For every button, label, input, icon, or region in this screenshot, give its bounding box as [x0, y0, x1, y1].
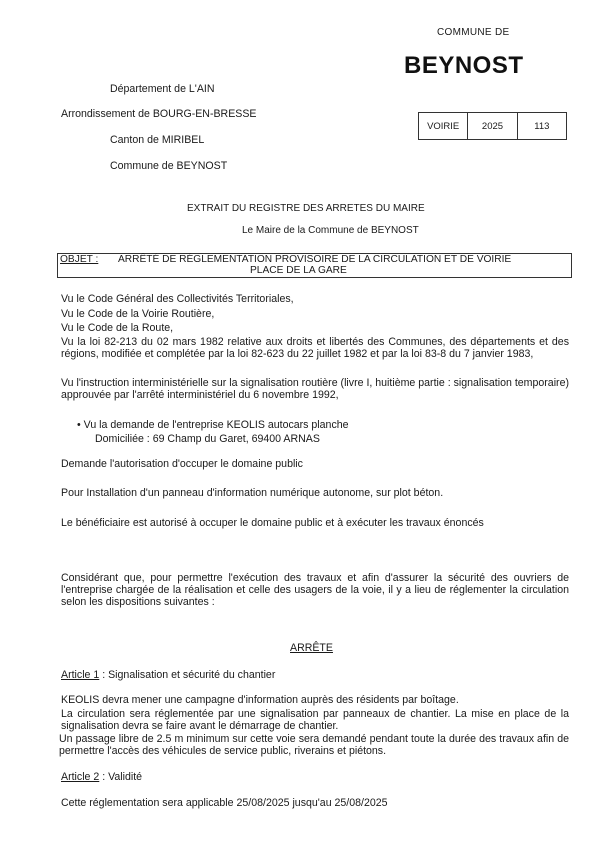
reference-box: [418, 112, 567, 140]
article-2-heading: [61, 771, 142, 783]
commune-label: COMMUNE DE: [437, 27, 510, 38]
objet-line-2: PLACE DE LA GARE: [250, 265, 347, 276]
objet-box: [57, 253, 572, 278]
installation-paragraph: Pour Installation d'un panneau d'information numérique autonome, sur plot béton.: [61, 487, 444, 499]
objet-label: OBJET :: [60, 254, 99, 265]
article-2-title: : Validité: [99, 771, 143, 783]
visa-cgct: Vu le Code Général des Collectivités Territoriales,: [61, 293, 294, 305]
demande-line-1: • Vu la demande de l'entreprise KEOLIS autocars planche: [77, 419, 349, 431]
article-1-title: : Signalisation et sécurité du chantier: [99, 669, 276, 681]
demande-line-2: Domiciliée : 69 Champ du Garet, 69400 ARNAS: [95, 433, 320, 445]
reference-year: 2025: [468, 113, 517, 139]
canton-line: Canton de MIRIBEL: [110, 134, 205, 146]
departement-line: Département de L'AIN: [110, 83, 215, 95]
maire-title: Le Maire de la Commune de BEYNOST: [242, 225, 419, 236]
objet-line-1: ARRÊTÉ DE RÉGLEMENTATION PROVISOIRE DE LA CIRCULATION ET DE VOIRIE: [118, 254, 512, 265]
reference-number: 113: [534, 120, 550, 132]
beneficiaire-paragraph: Le bénéficiaire est autorisé à occuper le domaine public et à exécuter les travaux énoncés: [61, 517, 484, 529]
article-1-line-3: Un passage libre de 2.5 m minimum sur cette voie sera demandé pendant toute la durée des travaux afin de permettre l'accès des véhicules de service public, riverains et piétons.: [59, 733, 569, 757]
visa-route: Vu le Code de la Route,: [61, 322, 174, 334]
article-1-label: Article 1: [61, 669, 100, 681]
occupation-paragraph: Demande l'autorisation d'occuper le domaine public: [61, 458, 303, 470]
arrondissement-line: Arrondissement de BOURG-EN-BRESSE: [61, 108, 257, 120]
article-1-line-1: KEOLIS devra mener une campagne d'information auprès des résidents par boîtage.: [61, 694, 459, 706]
article-2-label: Article 2: [61, 771, 100, 783]
visa-loi: Vu la loi 82-213 du 02 mars 1982 relative aux droits et libertés des Communes, des départements et des régions, modifiée et complétée par la loi 82-623 du 22 juillet 1982 et par la loi 83-8 du 7 janvier 1983,: [61, 336, 569, 360]
extrait-title: EXTRAIT DU REGISTRE DES ARRETES DU MAIRE: [187, 203, 425, 214]
commune-line: Commune de BEYNOST: [110, 160, 228, 172]
reference-service: VOIRIE: [419, 113, 468, 139]
beynost-logo: BEYNOST: [404, 52, 524, 79]
visa-instruction: Vu l'instruction interministérielle sur la signalisation routière (livre I, huitième partie : signalisation temporaire) approuvée par l'arrêté interministériel du 6 novembre 1992,: [61, 377, 569, 401]
considerant-paragraph: Considérant que, pour permettre l'exécution des travaux et afin d'assurer la sécurité des ouvriers de l'entreprise chargée de la réalisation et celle des usagers de la voie, il y a lieu de réglementer la circulation selon les dispositions suivantes :: [61, 572, 569, 608]
article-2-text: Cette réglementation sera applicable 25/08/2025 jusqu'au 25/08/2025: [61, 797, 388, 809]
article-1-heading: [61, 669, 275, 681]
arrete-heading: ARRÊTE: [290, 642, 333, 654]
article-1-line-2: La circulation sera réglementée par une signalisation par panneaux de chantier. La mise en place de la signalisation devra se faire avant le démarrage de chantier.: [61, 708, 569, 732]
visa-voirie: Vu le Code de la Voirie Routière,: [61, 308, 215, 320]
